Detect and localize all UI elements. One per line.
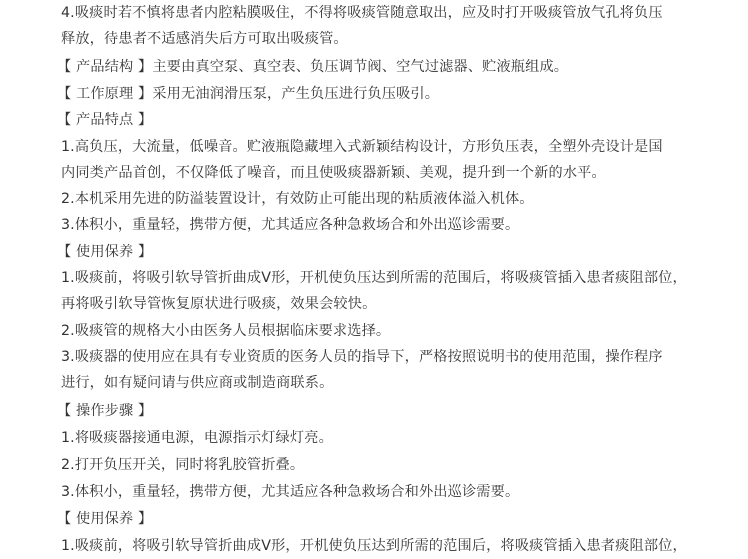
paragraph-line: 2.打开负压开关，同时将乳胶管折叠。 <box>61 457 305 473</box>
paragraph-line: 内同类产品首创，不仅降低了噪音，而且使吸痰器新颖、美观，提升到一个新的水平。 <box>61 165 606 181</box>
paragraph-line: 进行，如有疑问请与供应商或制造商联系。 <box>61 375 334 391</box>
paragraph-line: 2.吸痰管的规格大小由医务人员根据临床要求选择。 <box>61 323 391 339</box>
section-heading: 【 产品特点 】 <box>57 112 153 128</box>
paragraph-line: 1.吸痰前，将吸引软导管折曲成V形，开机使负压达到所需的范围后，将吸痰管插入患者痰阻部位， <box>61 538 687 554</box>
paragraph-line: 3.吸痰器的使用应在具有专业资质的医务人员的指导下，严格按照说明书的使用范围，操作程序 <box>61 349 663 365</box>
paragraph-line: 再将吸引软导管恢复原状进行吸痰，效果会较快。 <box>61 296 377 312</box>
paragraph-line: 1.高负压，大流量，低噪音。贮液瓶隐藏埋入式新颖结构设计，方形负压表，全塑外壳设计是国 <box>61 139 663 155</box>
section-heading-line: 【 产品结构 】主要由真空泵、真空表、负压调节阀、空气过滤器、贮液瓶组成。 <box>57 59 569 75</box>
paragraph-line: 4.吸痰时若不慎将患者内腔粘膜吸住，不得将吸痰管随意取出，应及时打开吸痰管放气孔将负压 <box>61 5 663 21</box>
paragraph-line: 1.将吸痰器接通电源，电源指示灯绿灯亮。 <box>61 430 333 446</box>
section-heading-line: 【 工作原理 】采用无油润滑压泵，产生负压进行负压吸引。 <box>57 86 440 102</box>
paragraph-line: 1.吸痰前，将吸引软导管折曲成V形，开机使负压达到所需的范围后，将吸痰管插入患者痰阻部位， <box>61 270 687 286</box>
section-heading: 【 使用保养 】 <box>57 511 153 527</box>
paragraph-line: 释放，待患者不适感消失后方可取出吸痰管。 <box>61 31 348 47</box>
paragraph-line: 3.体积小，重量轻，携带方便，尤其适应各种急救场合和外出巡诊需要。 <box>61 484 520 500</box>
section-heading: 【 使用保养 】 <box>57 244 153 260</box>
paragraph-line: 2.本机采用先进的防溢装置设计，有效防止可能出现的粘质液体溢入机体。 <box>61 191 534 207</box>
paragraph-line: 3.体积小，重量轻，携带方便，尤其适应各种急救场合和外出巡诊需要。 <box>61 217 520 233</box>
section-heading: 【 操作步骤 】 <box>57 403 153 419</box>
